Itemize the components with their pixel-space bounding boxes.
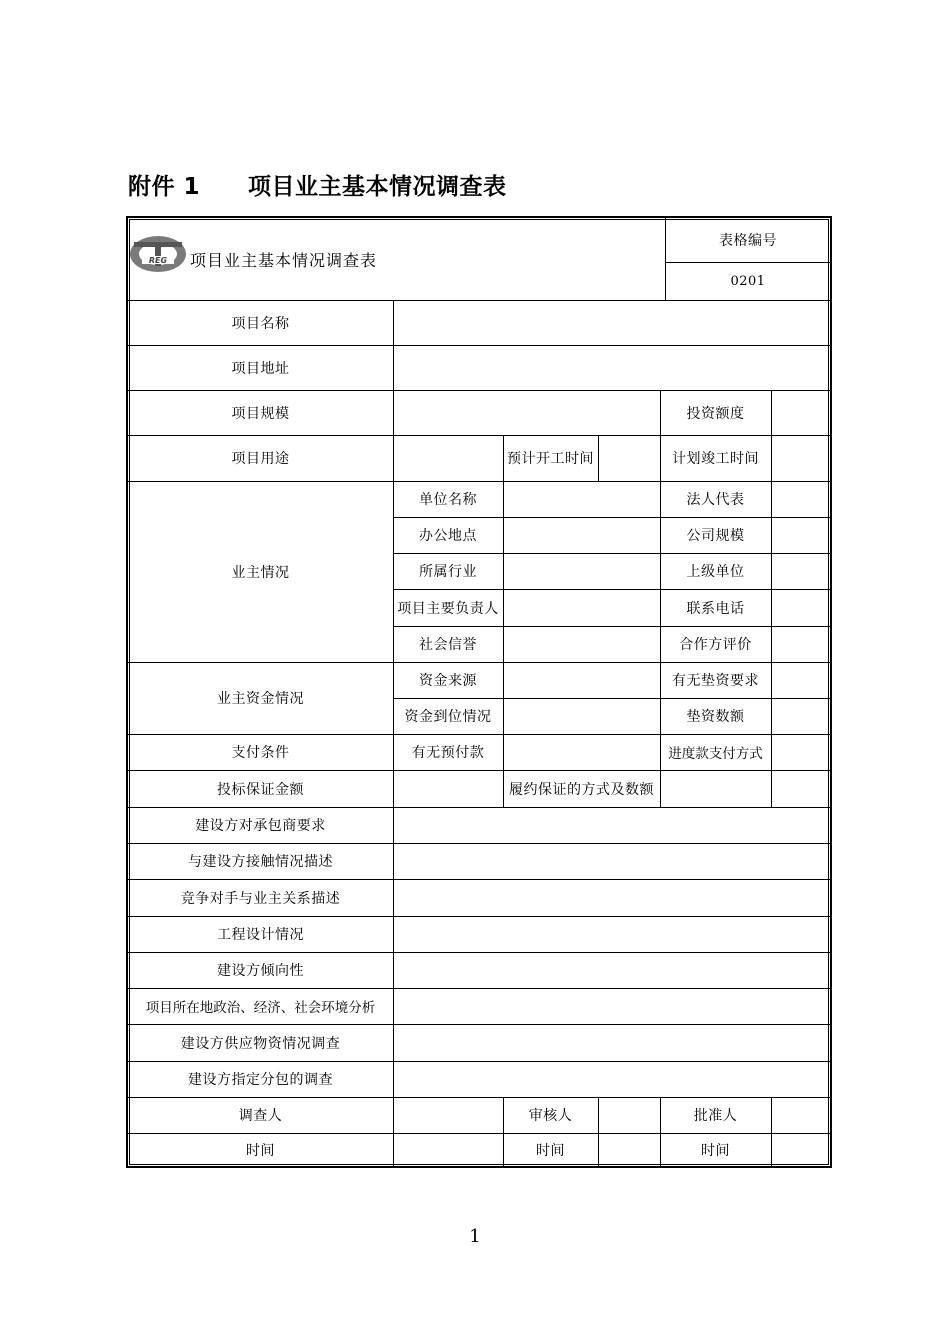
label-contact-phone: 联系电话 — [686, 600, 745, 617]
label-project-use: 项目用途 — [231, 451, 290, 467]
label-bid-bond: 投标保证金额 — [217, 781, 304, 798]
label-project-head: 项目主要负责人 — [397, 600, 499, 617]
page-number: 1 — [469, 1226, 481, 1247]
label-unit-name: 单位名称 — [419, 492, 477, 508]
label-builder-requirements: 建设方对承包商要求 — [195, 818, 326, 834]
label-planned-start: 预计开工时间 — [507, 451, 594, 467]
label-investigator: 调查人 — [238, 1108, 283, 1124]
label-project-address: 项目地址 — [231, 360, 290, 377]
label-progress-payment: 进度款支付方式 — [668, 746, 763, 762]
grid-vline — [598, 435, 599, 481]
label-performance-bond: 履约保证的方式及数额 — [509, 781, 654, 798]
label-time-approver: 时间 — [701, 1143, 730, 1159]
document-heading — [128, 168, 507, 200]
grid-vline — [598, 1097, 599, 1167]
label-office-location: 办公地点 — [419, 528, 477, 544]
logo-text: REG — [148, 256, 168, 265]
label-social-reputation: 社会信誉 — [419, 637, 477, 653]
grid-vline — [771, 1097, 772, 1167]
grid-vline — [771, 390, 772, 481]
label-project-scale: 项目规模 — [231, 405, 290, 422]
label-environment-analysis: 项目所在地政治、经济、社会环境分析 — [145, 1000, 376, 1016]
label-advance-amount: 垫资数额 — [686, 709, 745, 725]
attachment-label: 附件 1 — [128, 173, 201, 200]
label-owner-info: 业主情况 — [231, 564, 290, 581]
form-number-value: 0201 — [730, 273, 766, 289]
form-header-title: 项目业主基本情况调查表 — [190, 250, 378, 270]
label-partner-evaluation: 合作方评价 — [679, 637, 752, 653]
label-prepayment: 有无预付款 — [411, 745, 485, 761]
label-builder-preference: 建设方倾向性 — [217, 963, 304, 979]
label-designated-subcontract: 建设方指定分包的调查 — [188, 1072, 333, 1088]
label-competitor-relation: 竞争对手与业主关系描述 — [180, 890, 341, 907]
label-reviewer: 审核人 — [528, 1108, 573, 1124]
label-time-investigator: 时间 — [246, 1143, 275, 1159]
label-project-name: 项目名称 — [231, 315, 290, 332]
label-superior-unit: 上级单位 — [686, 564, 745, 580]
label-approver: 批准人 — [693, 1108, 738, 1124]
label-owner-funds: 业主资金情况 — [217, 691, 304, 707]
label-material-supply: 建设方供应物资情况调查 — [180, 1035, 341, 1052]
label-legal-rep: 法人代表 — [686, 492, 745, 508]
label-investment: 投资额度 — [686, 405, 745, 422]
label-time-reviewer: 时间 — [536, 1143, 565, 1159]
label-industry: 所属行业 — [419, 564, 477, 580]
label-design-status: 工程设计情况 — [217, 927, 304, 943]
label-advance-funding-req: 有无垫资要求 — [672, 673, 759, 689]
label-company-scale: 公司规模 — [686, 528, 745, 544]
form-number-label: 表格编号 — [719, 233, 777, 249]
label-planned-finish: 计划竣工时间 — [672, 451, 759, 467]
reg-logo-icon — [128, 234, 188, 274]
grid-vline — [503, 481, 504, 807]
label-fund-arrival: 资金到位情况 — [404, 709, 492, 725]
label-payment-terms: 支付条件 — [231, 745, 290, 761]
label-builder-contact: 与建设方接触情况描述 — [188, 854, 333, 870]
label-fund-source: 资金来源 — [419, 673, 477, 689]
document-title: 项目业主基本情况调查表 — [248, 173, 507, 200]
grid-vline — [771, 481, 772, 807]
